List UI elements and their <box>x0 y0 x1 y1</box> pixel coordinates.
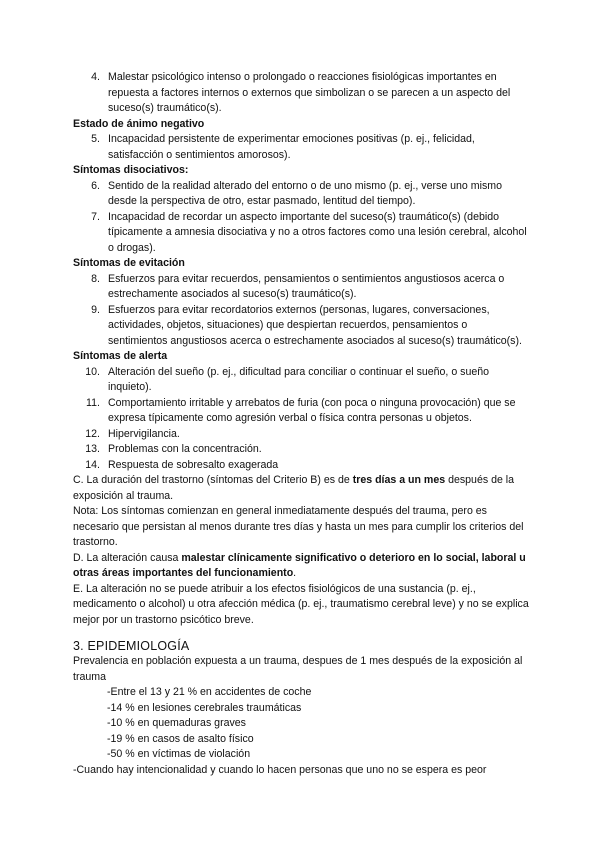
criteria-list-b <box>73 132 529 163</box>
list-item <box>73 427 529 443</box>
item-text: Comportamiento irritable y arrebatos de furia (con poca o ninguna provocación) que se expresa típicamente como agresión verbal o física contra personas u objetos. <box>108 396 516 424</box>
item-text: Malestar psicológico intenso o prolongado o reacciones fisiológicas importantes en repuesta a factores internos o externos que simbolizan o se parecen a un aspecto del suceso(s) traumático(s). <box>108 71 511 114</box>
item-text: Esfuerzos para evitar recuerdos, pensamientos o sentimientos angustiosos acerca o estrechamente asociados al suceso(s) traumático(s). <box>108 272 505 300</box>
list-item <box>73 210 529 257</box>
item-number: 10. <box>85 365 100 378</box>
item-number: 7. <box>91 210 100 223</box>
criteria-list-a <box>73 70 529 117</box>
list-item <box>73 303 529 350</box>
criteria-list-c <box>73 179 529 257</box>
item-text: Esfuerzos para evitar recordatorios externos (personas, lugares, conversaciones, actividades, objetos, situaciones) que despiertan recuerdos, pensamientos o sentimientos angustiosos acerca o estrechamente asociados al suceso(s) traumático(s). <box>108 303 522 347</box>
item-number: 14. <box>85 458 100 471</box>
epidemiology-item: -50 % en víctimas de violación <box>107 748 251 760</box>
heading-estado-animo: Estado de ánimo negativo <box>73 117 205 130</box>
note-paragraph: Nota: Los síntomas comienzan en general inmediatamente después del trauma, pero es necesario que persistan al menos durante tres días y hasta un mes para cumplir los criterios del trastorno. <box>73 505 524 548</box>
heading-sintomas-alerta: Síntomas de alerta <box>73 350 168 362</box>
item-text: Problemas con la concentración. <box>108 443 262 455</box>
epidemiology-item: -14 % en lesiones cerebrales traumáticas <box>107 701 302 714</box>
criteria-list-e <box>73 365 529 474</box>
criterion-d-text-end: . <box>293 567 297 579</box>
criterion-d-bold: malestar clínicamente significativo o deterioro en lo social, laboral u otras áreas importantes del funcionamiento <box>73 551 526 579</box>
list-item <box>73 396 529 427</box>
item-number: 11. <box>86 396 100 409</box>
criterion-d-paragraph <box>73 551 529 582</box>
epidemiology-item: -10 % en quemaduras graves <box>107 717 246 729</box>
criterion-c-paragraph <box>73 473 529 504</box>
list-item <box>73 179 529 210</box>
item-text: Respuesta de sobresalto exagerada <box>108 458 279 471</box>
epidemiology-list <box>73 685 529 763</box>
item-number: 12. <box>85 427 100 440</box>
item-number: 6. <box>91 179 100 192</box>
criterion-c-text: C. La duración del trastorno (síntomas del Criterio B) es de <box>73 474 353 486</box>
section-title-epidemiologia: 3. EPIDEMIOLOGÍA <box>73 639 190 653</box>
criterion-e-paragraph: E. La alteración no se puede atribuir a los efectos fisiológicos de una sustancia (p. ej., medicamento o alcohol) u otra afección médica (p. ej., traumatismo cerebral leve) y no se explica mejor por un trastorno psicótico breve. <box>73 582 529 626</box>
document-content <box>73 70 529 778</box>
item-text: Incapacidad persistente de experimentar emociones positivas (p. ej., felicidad, satisfacción o sentimientos amorosos). <box>108 133 475 161</box>
item-number: 8. <box>91 272 100 285</box>
list-item <box>73 458 529 474</box>
list-item <box>73 132 529 163</box>
item-number: 5. <box>91 133 100 145</box>
item-number: 4. <box>91 71 100 83</box>
criterion-c-text-end: después de la exposición al trauma. <box>73 474 515 502</box>
item-text: Alteración del sueño (p. ej., dificultad para conciliar o continuar el sueño, o sueño inquieto). <box>108 365 490 393</box>
item-text: Hipervigilancia. <box>108 427 180 440</box>
item-text: Sentido de la realidad alterado del entorno o de uno mismo (p. ej., verse uno mismo desde la perspectiva de otro, estar pasmado, lentitud del tiempo). <box>108 179 502 207</box>
item-number: 9. <box>91 303 100 316</box>
criteria-list-d <box>73 272 529 350</box>
list-item <box>73 272 529 303</box>
list-item <box>73 70 529 117</box>
epidemiology-item: -Entre el 13 y 21 % en accidentes de coche <box>107 686 312 698</box>
list-item <box>73 442 529 458</box>
list-item <box>73 365 529 396</box>
item-number: 13. <box>85 443 100 455</box>
criterion-d-text: D. La alteración causa <box>73 551 182 564</box>
epidemiology-last-line: -Cuando hay intencionalidad y cuando lo hacen personas que uno no se espera es peor <box>73 763 487 776</box>
heading-sintomas-disociativos: Síntomas disociativos: <box>73 164 189 176</box>
item-text: Incapacidad de recordar un aspecto importante del suceso(s) traumático(s) (debido típicamente a amnesia disociativa y no a otros factores como una lesión cerebral, alcohol o drogas). <box>108 210 527 254</box>
criterion-c-bold: tres días a un mes <box>352 474 446 486</box>
epidemiology-item: -19 % en casos de asalto físico <box>107 732 254 745</box>
epidemiology-intro: Prevalencia en población expuesta a un trauma, despues de 1 mes después de la exposición al trauma <box>73 655 523 683</box>
heading-sintomas-evitacion: Síntomas de evitación <box>73 257 185 269</box>
